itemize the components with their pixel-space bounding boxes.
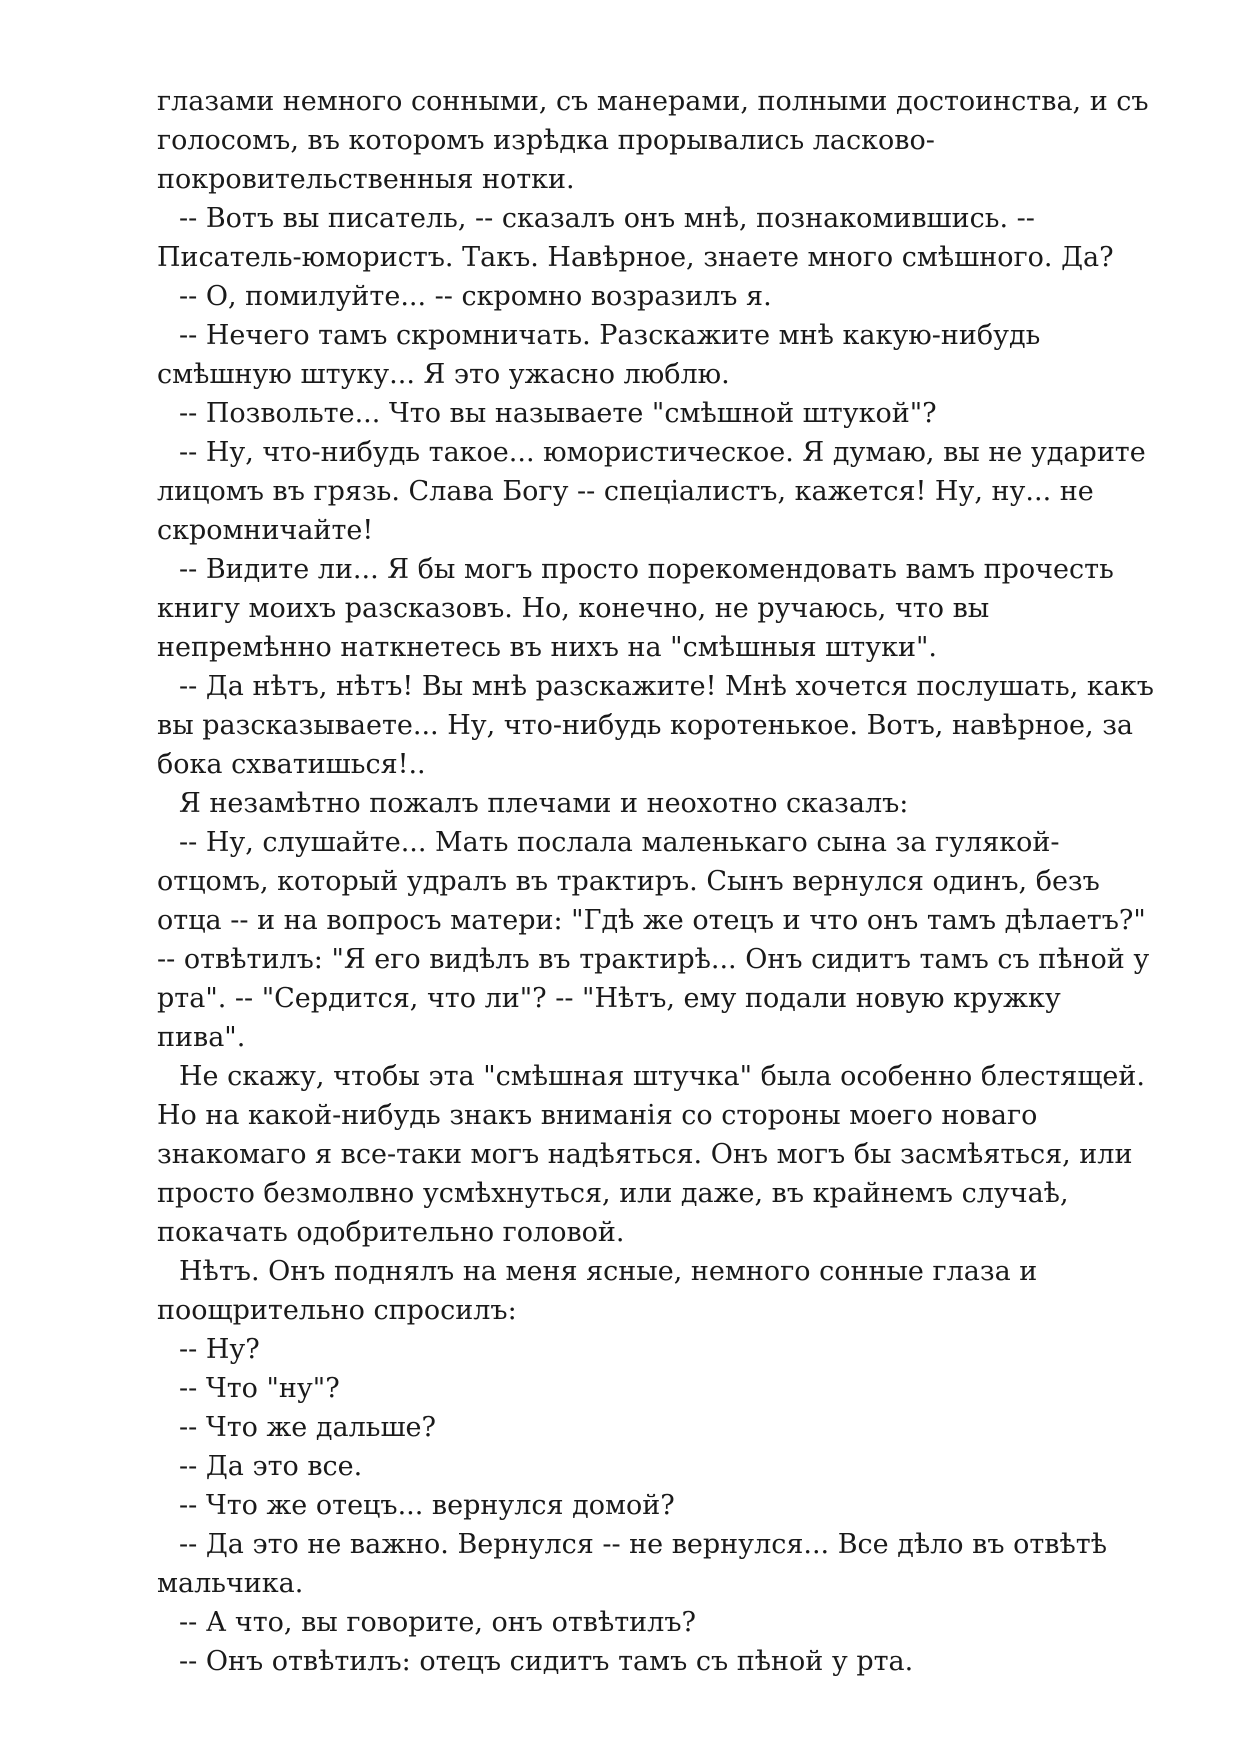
paragraph: -- Онъ отвѣтилъ: отецъ сидитъ тамъ съ пѣной у рта.	[179, 1646, 914, 1677]
paragraph: -- Ну, что-нибудь такое... юмористическое. Я думаю, вы не ударите лицомъ въ грязь. Слава Богу -- спеціалистъ, кажется! Ну, ну... не скромничайте!	[157, 437, 1146, 546]
paragraph: -- Нечего тамъ скромничать. Разскажите мнѣ какую-нибудь смѣшную штуку... Я это ужасно люблю.	[157, 320, 1041, 390]
paragraph: -- Вотъ вы писатель, -- сказалъ онъ мнѣ, познакомившись. -- Писатель-юмористъ. Такъ. Навѣрное, знаете много смѣшного. Да?	[157, 203, 1114, 273]
paragraph: глазами немного сонными, съ манерами, полными достоинства, и съ голосомъ, въ которомъ изрѣдка прорывались ласково-покровительственныя нотки.	[157, 86, 1149, 195]
paragraph: -- Что же дальше?	[179, 1412, 437, 1443]
paragraph: -- Ну?	[179, 1334, 260, 1365]
paragraph: -- Ну, слушайте... Мать послала маленькаго сына за гулякой-отцомъ, который удралъ въ трактиръ. Сынъ вернулся одинъ, безъ отца -- и на вопросъ матери: "Гдѣ же отецъ и что онъ тамъ дѣлаетъ?" -- отвѣтилъ: "Я его видѣлъ въ трактирѣ... Онъ сидитъ тамъ съ пѣной у рта". -- "Сердится, что ли"? -- "Нѣтъ, ему подали новую кружку пива".	[157, 827, 1150, 1053]
paragraph: -- Да это все.	[179, 1451, 363, 1482]
paragraph: -- А что, вы говорите, онъ отвѣтилъ?	[179, 1607, 696, 1638]
paragraph: Не скажу, чтобы эта "смѣшная штучка" была особенно блестящей. Но на какой-нибудь знакъ вниманія со стороны моего новаго знакомаго я все-таки могъ надѣяться. Онъ могъ бы засмѣяться, или просто безмолвно усмѣхнуться, или даже, въ крайнемъ случаѣ, покачать одобрительно головой.	[157, 1061, 1145, 1248]
paragraph: -- Да нѣтъ, нѣтъ! Вы мнѣ разскажите! Мнѣ хочется послушать, какъ вы разсказываете... Ну, что-нибудь коротенькое. Вотъ, навѣрное, за бока схватишься!..	[157, 671, 1154, 780]
paragraph: Я незамѣтно пожалъ плечами и неохотно сказалъ:	[179, 788, 909, 819]
paragraph: -- Да это не важно. Вернулся -- не вернулся... Все дѣло въ отвѣтѣ мальчика.	[157, 1529, 1107, 1599]
paragraph: -- Что "ну"?	[179, 1373, 340, 1404]
paragraph: Нѣтъ. Онъ поднялъ на меня ясные, немного сонные глаза и поощрительно спросилъ:	[157, 1256, 1038, 1326]
document-page	[157, 82, 1157, 1681]
paragraph: -- О, помилуйте... -- скромно возразилъ я.	[179, 281, 772, 312]
paragraph: -- Что же отецъ... вернулся домой?	[179, 1490, 675, 1521]
paragraph: -- Видите ли... Я бы могъ просто порекомендовать вамъ прочесть книгу моихъ разсказовъ. Но, конечно, не ручаюсь, что вы непремѣнно наткнетесь въ нихъ на "смѣшныя штуки".	[157, 554, 1114, 663]
paragraph: -- Позвольте... Что вы называете "смѣшной штукой"?	[179, 398, 937, 429]
